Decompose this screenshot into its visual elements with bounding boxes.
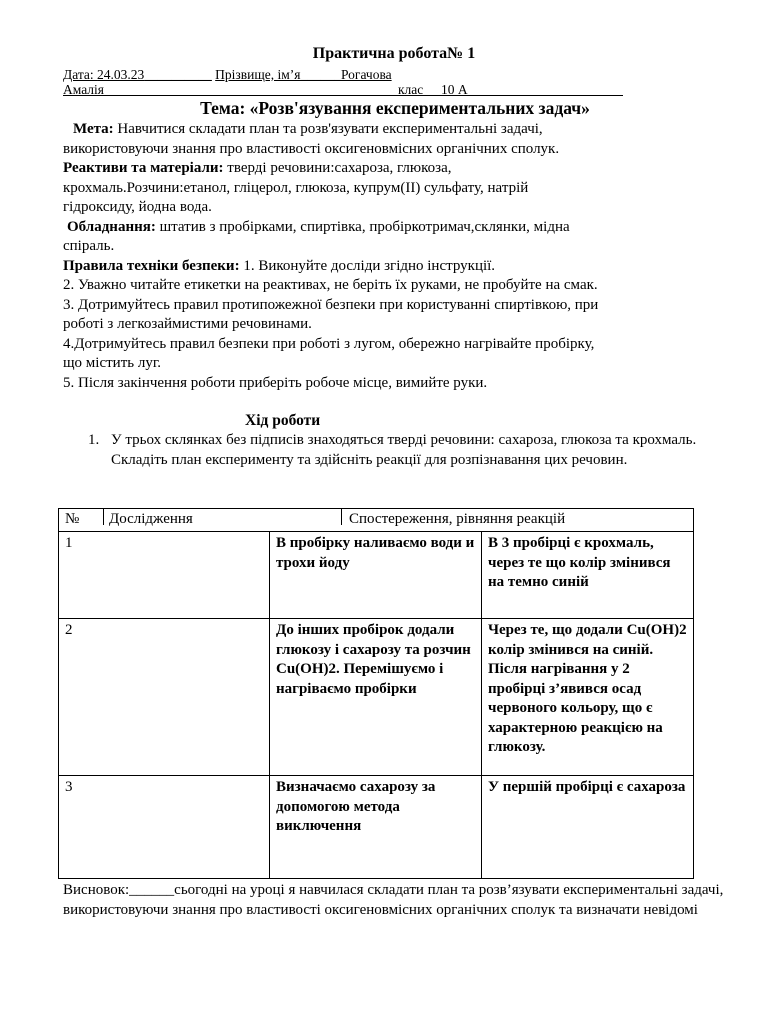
header-line-2: [63, 80, 623, 96]
class-label: клас: [398, 82, 424, 97]
surname: Рогачова: [341, 67, 392, 82]
header-observation: Спостереження, рівняння реакцій: [349, 511, 566, 527]
table-row: [59, 532, 694, 619]
topic-heading: Тема: «Розв'язування експериментальних задач»: [200, 98, 590, 118]
goal-text-1: Навчитися складати план та розв'язувати експериментальні задачі,: [113, 121, 543, 137]
safety-label: Правила техніки безпеки:: [63, 258, 240, 274]
goal-label: Мета:: [73, 121, 114, 137]
row-observation: Через те, що додали Cu(OH)2 колір змінився на синій. Після нагрівання у 2 пробірці з’явився осад червоного кольору, що є характерною реакцією на глюкозу.: [488, 622, 687, 755]
name-blank: ______: [300, 67, 341, 82]
header-research: Дослідження: [109, 511, 193, 527]
reagents-line-2: крохмаль.Розчини:етанол, гліцерол, глюкоза, купрум(II) сульфату, натрій: [63, 180, 529, 196]
row-number: 2: [65, 622, 73, 638]
page-title: Практична робота№ 1: [312, 45, 476, 62]
header-divider: [103, 509, 104, 525]
equipment-label: Обладнання:: [67, 219, 156, 235]
conclusion-blank: ______: [129, 882, 175, 898]
safety-rule-4a: 4.Дотримуйтесь правил безпеки при роботі з лугом, обережно нагрівайте пробірку,: [63, 336, 595, 352]
goal-line-2: використовуючи знання про властивості оксигеновмісних органічних сполук.: [63, 141, 560, 157]
reagents-line-1: [63, 159, 451, 179]
equipment-line-2: спіраль.: [63, 238, 115, 254]
row-research: В пробірку наливаємо води и трохи йоду: [276, 535, 475, 571]
row-research: До інших пробірок додали глюкозу і сахарозу та розчин Cu(OH)2. Перемішуємо і нагріваємо пробірки: [276, 622, 471, 697]
safety-rule-3b: роботі з легкозаймистими речовинами.: [63, 316, 312, 332]
conclusion-label: Висновок:: [63, 882, 130, 898]
first-name: Амалія: [63, 82, 105, 97]
date-label: Дата:: [63, 67, 98, 82]
table-header-row: [59, 509, 694, 532]
row-number: 3: [65, 779, 73, 795]
procedure-heading: Хід роботи: [245, 412, 321, 429]
row-number: 1: [65, 535, 73, 551]
header-divider: [341, 509, 342, 525]
safety-line-1: [63, 257, 495, 277]
class-value: 10 А: [441, 82, 468, 97]
goal-line-1: [73, 120, 543, 140]
row-observation: В 3 пробірці є крохмаль, через те що колір змінився на темно синій: [488, 535, 671, 590]
equipment-line-1: [67, 218, 570, 238]
task-number: 1.: [88, 432, 100, 448]
reagents-text-1: тверді речовини:сахароза, глюкоза,: [223, 160, 452, 176]
conclusion-text: сьогодні на уроці я навчилася складати план та розв’язувати експериментальні задачі, використовуючи знання про властивості оксигеновмісних органічних сполук та визначати невідомі: [63, 882, 724, 918]
task-text: У трьох склянках без підписів знаходяться тверді речовини: сахароза, глюкоза та крохмаль. Складіть план експерименту та здійсніть реакції для розпізнавання цих речовин.: [111, 432, 697, 468]
date-blank: __________: [144, 67, 212, 82]
safety-rule-5: 5. Після закінчення роботи приберіть робоче місце, вимийте руки.: [63, 375, 488, 391]
table-row: [59, 776, 694, 879]
date-value: 24.03.23: [97, 67, 145, 82]
conclusion: [63, 881, 743, 920]
row-research: Визначаємо сахарозу за допомогою метода виключення: [276, 779, 436, 834]
safety-rule-4b: що містить луг.: [63, 355, 162, 371]
safety-rule-1: 1. Виконуйте досліди згідно інструкції.: [239, 258, 496, 274]
table-row: [59, 619, 694, 776]
safety-rule-3a: 3. Дотримуйтесь правил протипожежної безпеки при користуванні спиртівкою, при: [63, 297, 599, 313]
reagents-label: Реактиви та матеріали:: [63, 160, 224, 176]
row-observation: У першій пробірці є сахароза: [488, 779, 686, 795]
reagents-line-3: гідроксиду, йодна вода.: [63, 199, 212, 215]
safety-rule-2: 2. Уважно читайте етикетки на реактивах, не беріть їх руками, не пробуйте на смак.: [63, 277, 598, 293]
experiment-table: [58, 508, 694, 879]
equipment-text-1: штатив з пробірками, спиртівка, пробіркотримач,склянки, мідна: [155, 219, 570, 235]
name-label: Прізвище, ім’я: [215, 67, 301, 82]
header-number: №: [65, 511, 80, 527]
